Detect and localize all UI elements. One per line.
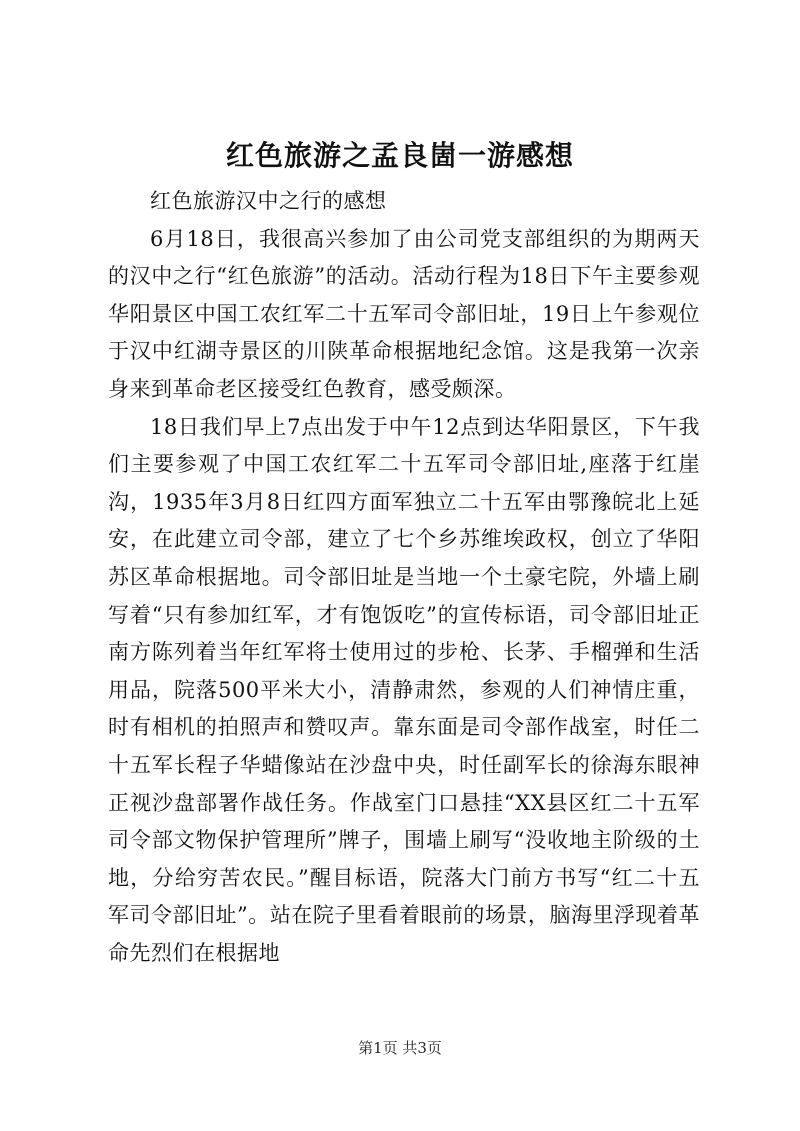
page-footer: 第1页 共3页 [358,1039,442,1057]
document-body [108,183,700,972]
paragraph-1: 6月18日，我很高兴参加了由公司党支部组织的为期两天的汉中之行“红色旅游”的活动。活动行程为18日下午主要参观华阳景区中国工农红军二十五军司令部旧址，19日上午参观位于汉中红湖寺景区的川陕革命根据地纪念馆。这是我第一次亲身来到革命老区接受红色教育，感受颇深。 [108,226,700,401]
paragraph-2: 18日我们早上7点出发于中午12点到达华阳景区，下午我们主要参观了中国工农红军二十五军司令部旧址,座落于红崖沟，1935年3月8日红四方面军独立二十五军由鄂豫皖北上延安，在此建立司令部，建立了七个乡苏维埃政权，创立了华阳苏区革命根据地。司令部旧址是当地一个土豪宅院，外墙上刷写着“只有参加红军，才有饱饭吃”的宣传标语，司令部旧址正南方陈列着当年红军将士使用过的步枪、长茅、手榴弹和生活用品，院落500平米大小，清静肃然，参观的人们神情庄重，时有相机的拍照声和赞叹声。靠东面是司令部作战室，时任二十五军长程子华蜡像站在沙盘中央，时任副军长的徐海东眼神正视沙盘部署作战任务。作战室门口悬挂“XX县区红二十五军司令部文物保护管理所”牌子，围墙上刷写“没收地主阶级的土地，分给穷苦农民。”醒目标语，院落大门前方书写“红二十五军司令部旧址”。站在院子里看着眼前的场景，脑海里浮现着革命先烈们在根据地 [108,414,700,965]
subtitle-paragraph: 红色旅游汉中之行的感想 [150,189,387,213]
document-title: 红色旅游之孟良崮一游感想 [225,139,574,172]
